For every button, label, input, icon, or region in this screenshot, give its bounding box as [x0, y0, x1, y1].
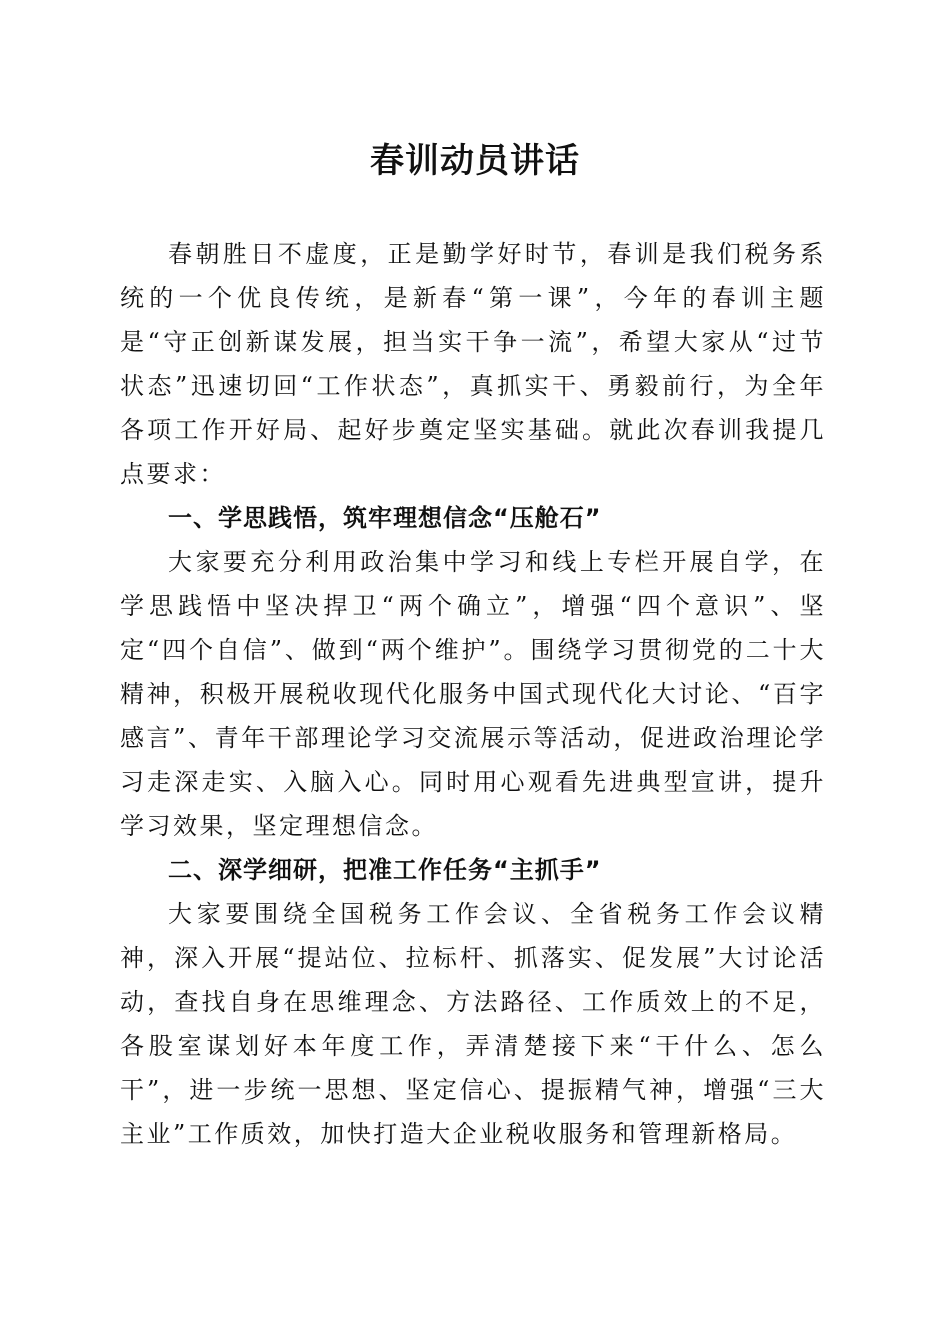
section-heading-1: 一、学思践悟，筑牢理想信念“压舱石”	[168, 504, 602, 532]
document-body	[120, 232, 826, 1156]
section-paragraph-2: 大家要围绕全国税务工作会议、全省税务工作会议精神，深入开展“提站位、拉标杆、抓落实、促发展”大讨论活动，查找自身在思维理念、方法路径、工作质效上的不足，各股室谋划好本年度工作，弄清楚接下来“干什么、怎么干”，进一步统一思想、坚定信心、提振精气神，增强“三大主业”工作质效，加快打造大企业税收服务和管理新格局。	[120, 900, 826, 1148]
section-heading-2: 二、深学细研，把准工作任务“主抓手”	[168, 856, 602, 884]
document-title: 春训动员讲话	[370, 141, 580, 181]
intro-paragraph: 春朝胜日不虚度，正是勤学好时节，春训是我们税务系统的一个优良传统，是新春“第一课”，今年的春训主题是“守正创新谋发展，担当实干争一流”，希望大家从“过节状态”迅速切回“工作状态”，真抓实干、勇毅前行，为全年各项工作开好局、起好步奠定坚实基础。就此次春训我提几点要求：	[120, 240, 826, 488]
section-paragraph-1: 大家要充分利用政治集中学习和线上专栏开展自学，在学思践悟中坚决捍卫“两个确立”，增强“四个意识”、坚定“四个自信”、做到“两个维护”。围绕学习贯彻党的二十大精神，积极开展税收现代化服务中国式现代化大讨论、“百字感言”、青年干部理论学习交流展示等活动，促进政治理论学习走深走实、入脑入心。同时用心观看先进典型宣讲，提升学习效果，坚定理想信念。	[120, 548, 826, 840]
